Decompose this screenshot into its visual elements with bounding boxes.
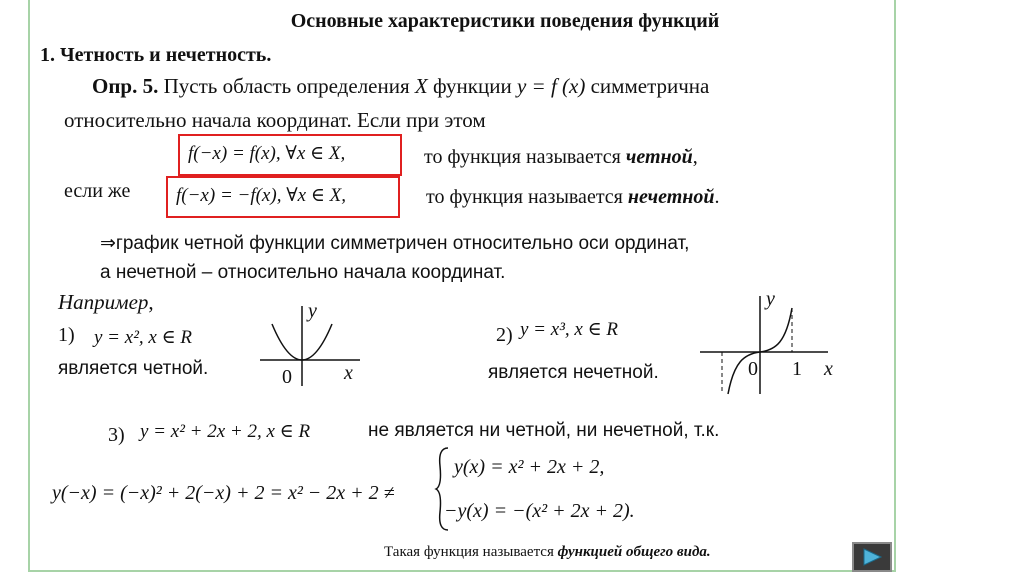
implication-line-1: ⇒график четной функции симметричен относительно оси ординат, (100, 233, 690, 254)
examples-heading (58, 290, 154, 315)
example-3-number: 3) (108, 424, 125, 446)
even-condition-text (424, 146, 698, 169)
derivation-lhs: y(−x) = (−x)² + 2(−x) + 2 = x² − 2x + 2 ≠ (52, 482, 395, 504)
definition-text-2: функции (432, 74, 512, 98)
examples-heading-comma: , (148, 290, 154, 314)
section-heading: 1. Четность и нечетность. (40, 44, 272, 66)
graph2-tick-label: 1 (792, 358, 802, 380)
derivation-case-2: −y(x) = −(x² + 2x + 2). (444, 500, 635, 522)
example-1-formula: y = x², x ∈ R (94, 327, 192, 348)
odd-text-prefix: то функция называется (426, 186, 623, 208)
graph1-origin-label: 0 (282, 366, 292, 388)
next-slide-button[interactable] (852, 542, 892, 572)
even-punct: , (692, 146, 698, 168)
definition-text-3: симметрична (590, 74, 710, 98)
example-1-number: 1) (58, 324, 75, 346)
conclusion-text: Такая функция называется (384, 544, 554, 560)
implication-line-2: а нечетной – относительно начала координат. (100, 262, 506, 283)
example-3-result: не является ни четной, ни нечетной, т.к. (368, 420, 720, 441)
example-2-formula: y = x³, x ∈ R (520, 319, 618, 340)
derivation-case-1: y(x) = x² + 2x + 2, (454, 456, 605, 478)
play-right-icon (861, 548, 883, 566)
odd-punct: . (714, 186, 720, 208)
odd-lead: если же (64, 180, 131, 202)
odd-condition-formula: f(−x) = −f(x), ∀x ∈ X, (176, 185, 347, 206)
example-1-result: является четной. (58, 358, 209, 379)
definition-text-1: Пусть область определения (163, 74, 410, 98)
examples-heading-text: Например (58, 290, 149, 314)
example-2-number: 2) (496, 324, 513, 346)
definition-var-x: X (414, 74, 428, 98)
definition-label: Опр. 5. (92, 74, 159, 98)
example-3-formula: y = x² + 2x + 2, x ∈ R (140, 421, 311, 442)
graph2-x-label: x (824, 358, 833, 380)
definition-line-1 (92, 74, 709, 99)
odd-term: нечетной (627, 186, 715, 208)
graph2-origin-label: 0 (748, 358, 758, 380)
example-2-result: является нечетной. (488, 362, 659, 383)
conclusion-term: функцией общего вида. (557, 544, 711, 560)
page-title: Основные характеристики поведения функций (290, 10, 720, 32)
definition-line-2: относительно начала координат. Если при этом (64, 108, 486, 132)
conclusion (384, 544, 711, 561)
odd-condition-text (426, 186, 720, 209)
even-term: четной (625, 146, 693, 168)
graph1-x-label: x (344, 362, 353, 384)
even-condition-formula: f(−x) = f(x), ∀x ∈ X, (188, 143, 346, 164)
even-text-prefix: то функция называется (424, 146, 621, 168)
graph1-y-label: y (308, 300, 317, 322)
graph2-y-label: y (766, 288, 775, 310)
definition-func: y = f (x) (516, 74, 586, 98)
